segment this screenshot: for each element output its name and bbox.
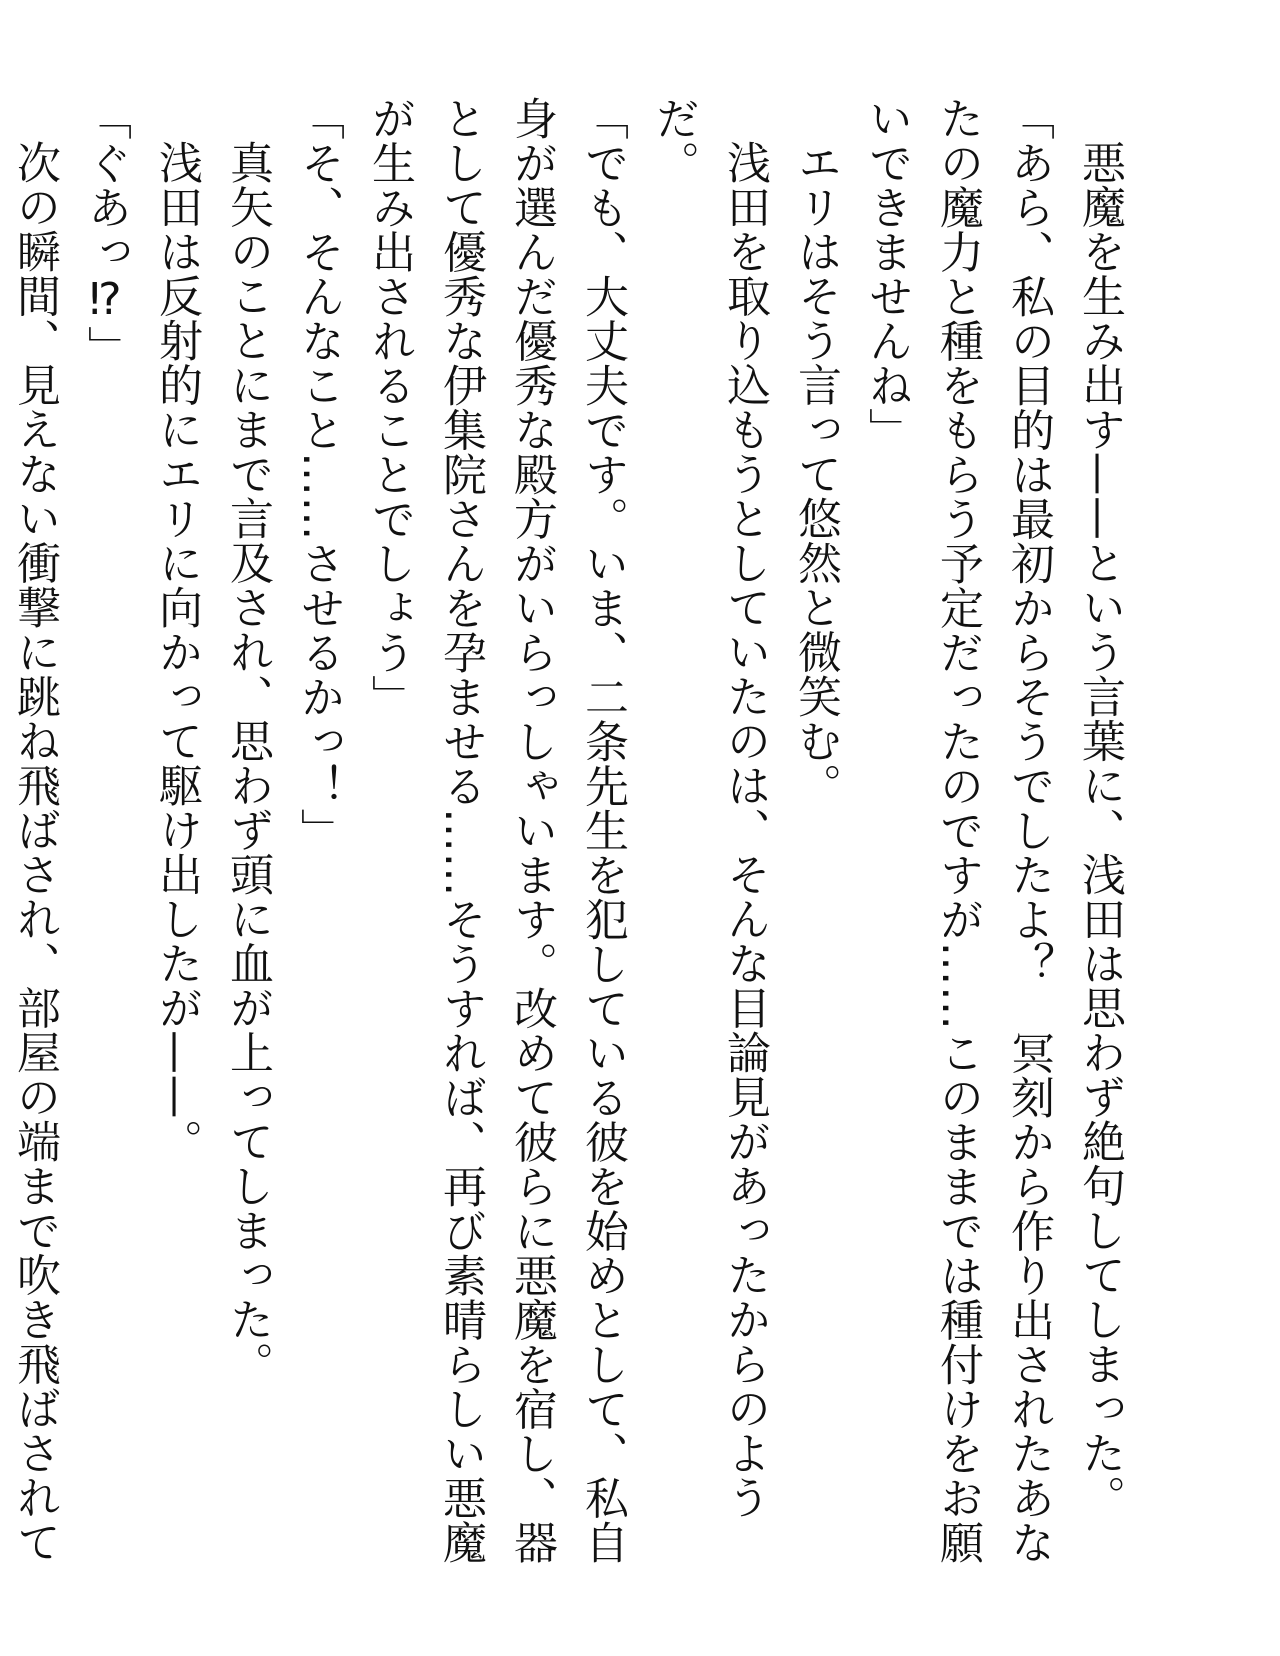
paragraph-dialogue: 「でも、大丈夫です。いま、二条先生を犯している彼を始めとして、私自身が選んだ優秀な殿方がいらっしゃいます。改めて彼らに悪魔を宿し、器として優秀な伊集院さんを孕ませる……そうすれば、再び素晴らしい悪魔が生み出されることでしょう」 [364,96,628,1565]
paragraph-dialogue: 「そ、そんなこと……させるかっ！」 [293,96,344,853]
vertical-text-body [0,96,1135,1576]
paragraph-narration: 浅田は反射的にエリに向かって駆け出したが——。 [151,140,202,1164]
paragraph-narration: 悪魔を生み出す——という言葉に、浅田は思わず絶句してしまった。 [1074,140,1125,1520]
paragraph-narration: 真矢のことにまで言及され、思わず頭に血が上ってしまった。 [222,140,273,1386]
paragraph-dialogue: 「あら、私の目的は最初からそうでしたよ？ 冥刻から作り出されたあなたの魔力と種をもらう予定だったのですが……このままでは種付けをお願いできませんね」 [861,96,1054,1565]
paragraph-narration: エリはそう言って悠然と微笑む。 [790,140,841,808]
paragraph-narration: 次の瞬間、見えない衝撃に跳ね飛ばされ、部屋の端まで吹き飛ばされて [9,140,60,1564]
paragraph-dialogue: 「ぐあっ⁉」 [80,96,131,370]
paragraph-narration: 浅田を取り込もうとしていたのは、そんな目論見があったからのようだ。 [648,96,770,1520]
